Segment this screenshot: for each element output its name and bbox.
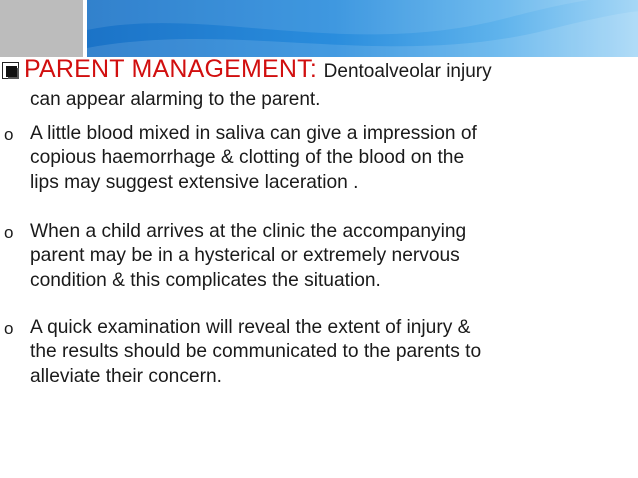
bullet-line: A little blood mixed in saliva can give a impression of	[30, 123, 477, 144]
square-checkbox-icon	[2, 62, 19, 79]
bullet-text	[30, 316, 630, 389]
header-band	[87, 0, 638, 57]
title-line	[2, 54, 492, 87]
bullet-text	[30, 220, 630, 293]
bullet-line: condition & this complicates the situation.	[30, 269, 381, 291]
intro-text-continued: can appear alarming to the parent.	[30, 89, 321, 110]
bullet-line: When a child arrives at the clinic the accompanying	[30, 221, 467, 242]
bullet-line: A quick examination will reveal the extent of injury &	[30, 317, 471, 338]
header-wave-decoration	[87, 0, 638, 57]
bullet-line: alleviate their concern.	[30, 365, 222, 387]
bullet-line: lips may suggest extensive laceration .	[30, 171, 359, 193]
slide-heading: PARENT MANAGEMENT:	[24, 55, 317, 83]
bullet-marker: o	[4, 223, 14, 242]
corner-gray-box	[0, 0, 83, 57]
bullet-line: the results should be communicated to the parents to	[30, 341, 482, 363]
bullet-line: copious haemorrhage & clotting of the blood on the	[30, 147, 465, 169]
bullet-marker: o	[4, 125, 14, 144]
bullet-marker: o	[4, 319, 14, 338]
bullet-line: parent may be in a hysterical or extremely nervous	[30, 245, 460, 267]
bullet-text	[30, 122, 630, 195]
intro-text-first: Dentoalveolar injury	[323, 61, 492, 82]
